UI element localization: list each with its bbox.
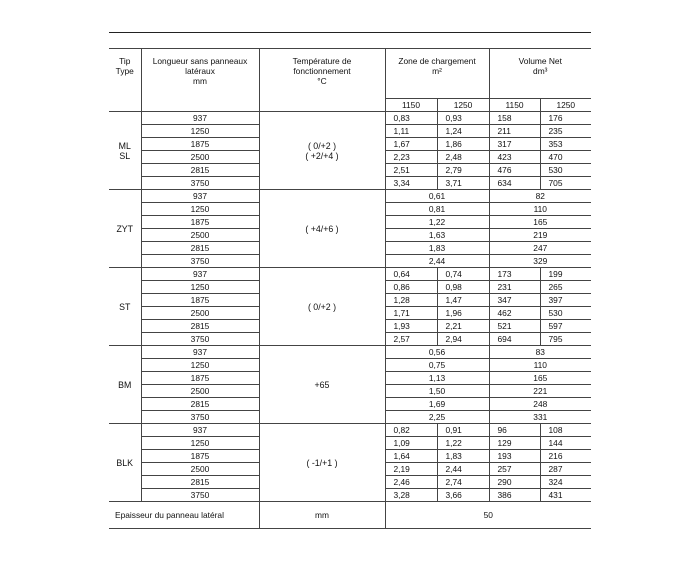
zone-cell: 2,19 [385, 463, 437, 476]
length-cell: 3750 [141, 255, 259, 268]
zone-cell: 0,61 [385, 190, 489, 203]
zone-cell: 1,63 [385, 229, 489, 242]
zone-cell: 2,23 [385, 151, 437, 164]
zone-cell: 0,91 [437, 424, 489, 437]
volume-cell: 176 [540, 112, 591, 125]
zone-cell: 1,28 [385, 294, 437, 307]
type-cell [109, 268, 141, 346]
volume-cell: 165 [489, 372, 591, 385]
zone-cell: 2,94 [437, 333, 489, 346]
header-tip-type [109, 49, 141, 112]
temperature-label: ( -1/+1 ) [306, 457, 338, 468]
header-type: Type [115, 66, 134, 76]
header-zone-title: Zone de chargement [398, 56, 476, 66]
top-rule [109, 32, 591, 33]
temperature-label: ( 0/+2 ) [307, 301, 337, 312]
header-tip: Tip [119, 56, 131, 66]
zone-cell: 2,21 [437, 320, 489, 333]
document [109, 32, 591, 529]
length-cell: 2815 [141, 164, 259, 177]
header-longueur-line1: Longueur sans panneaux [152, 56, 248, 66]
volume-cell: 287 [540, 463, 591, 476]
length-cell: 1875 [141, 294, 259, 307]
zone-cell: 2,46 [385, 476, 437, 489]
zone-cell: 1,13 [385, 372, 489, 385]
length-cell: 3750 [141, 489, 259, 502]
zone-cell: 1,86 [437, 138, 489, 151]
zone-cell: 0,56 [385, 346, 489, 359]
length-cell: 1250 [141, 125, 259, 138]
volume-cell: 431 [540, 489, 591, 502]
zone-cell: 0,74 [437, 268, 489, 281]
zone-cell: 1,47 [437, 294, 489, 307]
header-volume-unit: dm³ [533, 66, 548, 76]
length-cell: 3750 [141, 411, 259, 424]
type-label: BLK [116, 457, 134, 468]
length-cell: 2815 [141, 242, 259, 255]
header-temperature [259, 49, 385, 112]
type-cell [109, 424, 141, 502]
zone-cell: 1,96 [437, 307, 489, 320]
volume-cell: 216 [540, 450, 591, 463]
volume-cell: 231 [489, 281, 540, 294]
volume-cell: 219 [489, 229, 591, 242]
subheader-volume-1250: 1250 [540, 99, 591, 112]
volume-cell: 257 [489, 463, 540, 476]
zone-cell: 0,98 [437, 281, 489, 294]
length-cell: 1250 [141, 359, 259, 372]
volume-cell: 165 [489, 216, 591, 229]
type-label: ZYT [116, 223, 134, 234]
length-cell: 937 [141, 346, 259, 359]
type-cell [109, 346, 141, 424]
volume-cell: 634 [489, 177, 540, 190]
volume-cell: 173 [489, 268, 540, 281]
zone-cell: 0,64 [385, 268, 437, 281]
footer-value: 50 [385, 502, 591, 529]
type-label: SL [119, 150, 131, 161]
volume-cell: 347 [489, 294, 540, 307]
zone-cell: 1,64 [385, 450, 437, 463]
header-zone-unit: m² [432, 66, 442, 76]
volume-cell: 521 [489, 320, 540, 333]
volume-cell: 386 [489, 489, 540, 502]
subheader-zone-1150: 1150 [385, 99, 437, 112]
volume-cell: 795 [540, 333, 591, 346]
length-cell: 2500 [141, 463, 259, 476]
header-volume-title: Volume Net [518, 56, 562, 66]
type-cell [109, 190, 141, 268]
temperature-label: ( +2/+4 ) [305, 150, 339, 161]
volume-cell: 397 [540, 294, 591, 307]
zone-cell: 2,44 [385, 255, 489, 268]
temperature-cell [259, 112, 385, 190]
header-row [109, 49, 591, 99]
type-label: BM [118, 379, 132, 390]
zone-cell: 0,75 [385, 359, 489, 372]
footer-unit: mm [259, 502, 385, 529]
zone-cell: 1,83 [385, 242, 489, 255]
volume-cell: 108 [540, 424, 591, 437]
header-longueur-line2: latéraux [185, 66, 215, 76]
volume-cell: 193 [489, 450, 540, 463]
volume-cell: 290 [489, 476, 540, 489]
zone-cell: 1,93 [385, 320, 437, 333]
volume-cell: 530 [540, 164, 591, 177]
zone-cell: 0,93 [437, 112, 489, 125]
zone-cell: 0,81 [385, 203, 489, 216]
length-cell: 937 [141, 424, 259, 437]
length-cell: 2500 [141, 151, 259, 164]
zone-cell: 1,67 [385, 138, 437, 151]
table-row [109, 190, 591, 203]
length-cell: 2815 [141, 398, 259, 411]
temperature-cell [259, 346, 385, 424]
volume-cell: 129 [489, 437, 540, 450]
header-longueur-unit: mm [193, 76, 207, 86]
temperature-cell [259, 268, 385, 346]
volume-cell: 353 [540, 138, 591, 151]
volume-cell: 96 [489, 424, 540, 437]
length-cell: 1875 [141, 450, 259, 463]
zone-cell: 1,22 [437, 437, 489, 450]
zone-cell: 2,48 [437, 151, 489, 164]
volume-cell: 324 [540, 476, 591, 489]
volume-cell: 221 [489, 385, 591, 398]
table-row [109, 424, 591, 437]
header-temperature-line2: fonctionnement [293, 66, 351, 76]
volume-cell: 158 [489, 112, 540, 125]
length-cell: 1875 [141, 138, 259, 151]
table-row [109, 112, 591, 125]
volume-cell: 705 [540, 177, 591, 190]
length-cell: 2500 [141, 385, 259, 398]
zone-cell: 3,71 [437, 177, 489, 190]
volume-cell: 235 [540, 125, 591, 138]
zone-cell: 0,82 [385, 424, 437, 437]
zone-cell: 3,34 [385, 177, 437, 190]
zone-cell: 1,83 [437, 450, 489, 463]
length-cell: 1875 [141, 216, 259, 229]
volume-cell: 476 [489, 164, 540, 177]
type-label: ML [118, 140, 131, 151]
table-row [109, 346, 591, 359]
length-cell: 1250 [141, 437, 259, 450]
zone-cell: 3,66 [437, 489, 489, 502]
zone-cell: 2,79 [437, 164, 489, 177]
zone-cell: 2,25 [385, 411, 489, 424]
table-row [109, 268, 591, 281]
volume-cell: 331 [489, 411, 591, 424]
volume-cell: 317 [489, 138, 540, 151]
length-cell: 937 [141, 112, 259, 125]
length-cell: 937 [141, 190, 259, 203]
volume-cell: 83 [489, 346, 591, 359]
length-cell: 3750 [141, 177, 259, 190]
volume-cell: 694 [489, 333, 540, 346]
volume-cell: 329 [489, 255, 591, 268]
type-label: ST [119, 301, 131, 312]
zone-cell: 2,51 [385, 164, 437, 177]
volume-cell: 82 [489, 190, 591, 203]
header-volume [489, 49, 591, 99]
footer-row [109, 502, 591, 529]
volume-cell: 470 [540, 151, 591, 164]
length-cell: 2500 [141, 229, 259, 242]
header-temperature-line1: Température de [292, 56, 352, 66]
length-cell: 1875 [141, 372, 259, 385]
temperature-cell [259, 424, 385, 502]
volume-cell: 247 [489, 242, 591, 255]
subheader-volume-1150: 1150 [489, 99, 540, 112]
length-cell: 1250 [141, 203, 259, 216]
volume-cell: 597 [540, 320, 591, 333]
volume-cell: 110 [489, 203, 591, 216]
zone-cell: 3,28 [385, 489, 437, 502]
volume-cell: 110 [489, 359, 591, 372]
temperature-label: ( 0/+2 ) [307, 140, 337, 151]
zone-cell: 1,22 [385, 216, 489, 229]
subheader-zone-1250: 1250 [437, 99, 489, 112]
volume-cell: 265 [540, 281, 591, 294]
temperature-label: +65 [314, 379, 330, 390]
header-longueur [141, 49, 259, 112]
zone-cell: 2,57 [385, 333, 437, 346]
length-cell: 2500 [141, 307, 259, 320]
volume-cell: 530 [540, 307, 591, 320]
zone-cell: 0,86 [385, 281, 437, 294]
zone-cell: 1,09 [385, 437, 437, 450]
zone-cell: 1,11 [385, 125, 437, 138]
footer-label: Epaisseur du panneau latéral [109, 502, 259, 529]
length-cell: 2815 [141, 476, 259, 489]
length-cell: 3750 [141, 333, 259, 346]
zone-cell: 0,83 [385, 112, 437, 125]
temperature-cell [259, 190, 385, 268]
zone-cell: 1,50 [385, 385, 489, 398]
volume-cell: 144 [540, 437, 591, 450]
zone-cell: 1,71 [385, 307, 437, 320]
length-cell: 1250 [141, 281, 259, 294]
specification-table [109, 48, 591, 529]
temperature-label: ( +4/+6 ) [305, 223, 339, 234]
length-cell: 2815 [141, 320, 259, 333]
volume-cell: 248 [489, 398, 591, 411]
zone-cell: 1,69 [385, 398, 489, 411]
volume-cell: 211 [489, 125, 540, 138]
length-cell: 937 [141, 268, 259, 281]
volume-cell: 423 [489, 151, 540, 164]
zone-cell: 2,74 [437, 476, 489, 489]
zone-cell: 2,44 [437, 463, 489, 476]
volume-cell: 199 [540, 268, 591, 281]
type-cell [109, 112, 141, 190]
header-zone [385, 49, 489, 99]
zone-cell: 1,24 [437, 125, 489, 138]
header-temperature-unit: °C [317, 76, 327, 86]
volume-cell: 462 [489, 307, 540, 320]
